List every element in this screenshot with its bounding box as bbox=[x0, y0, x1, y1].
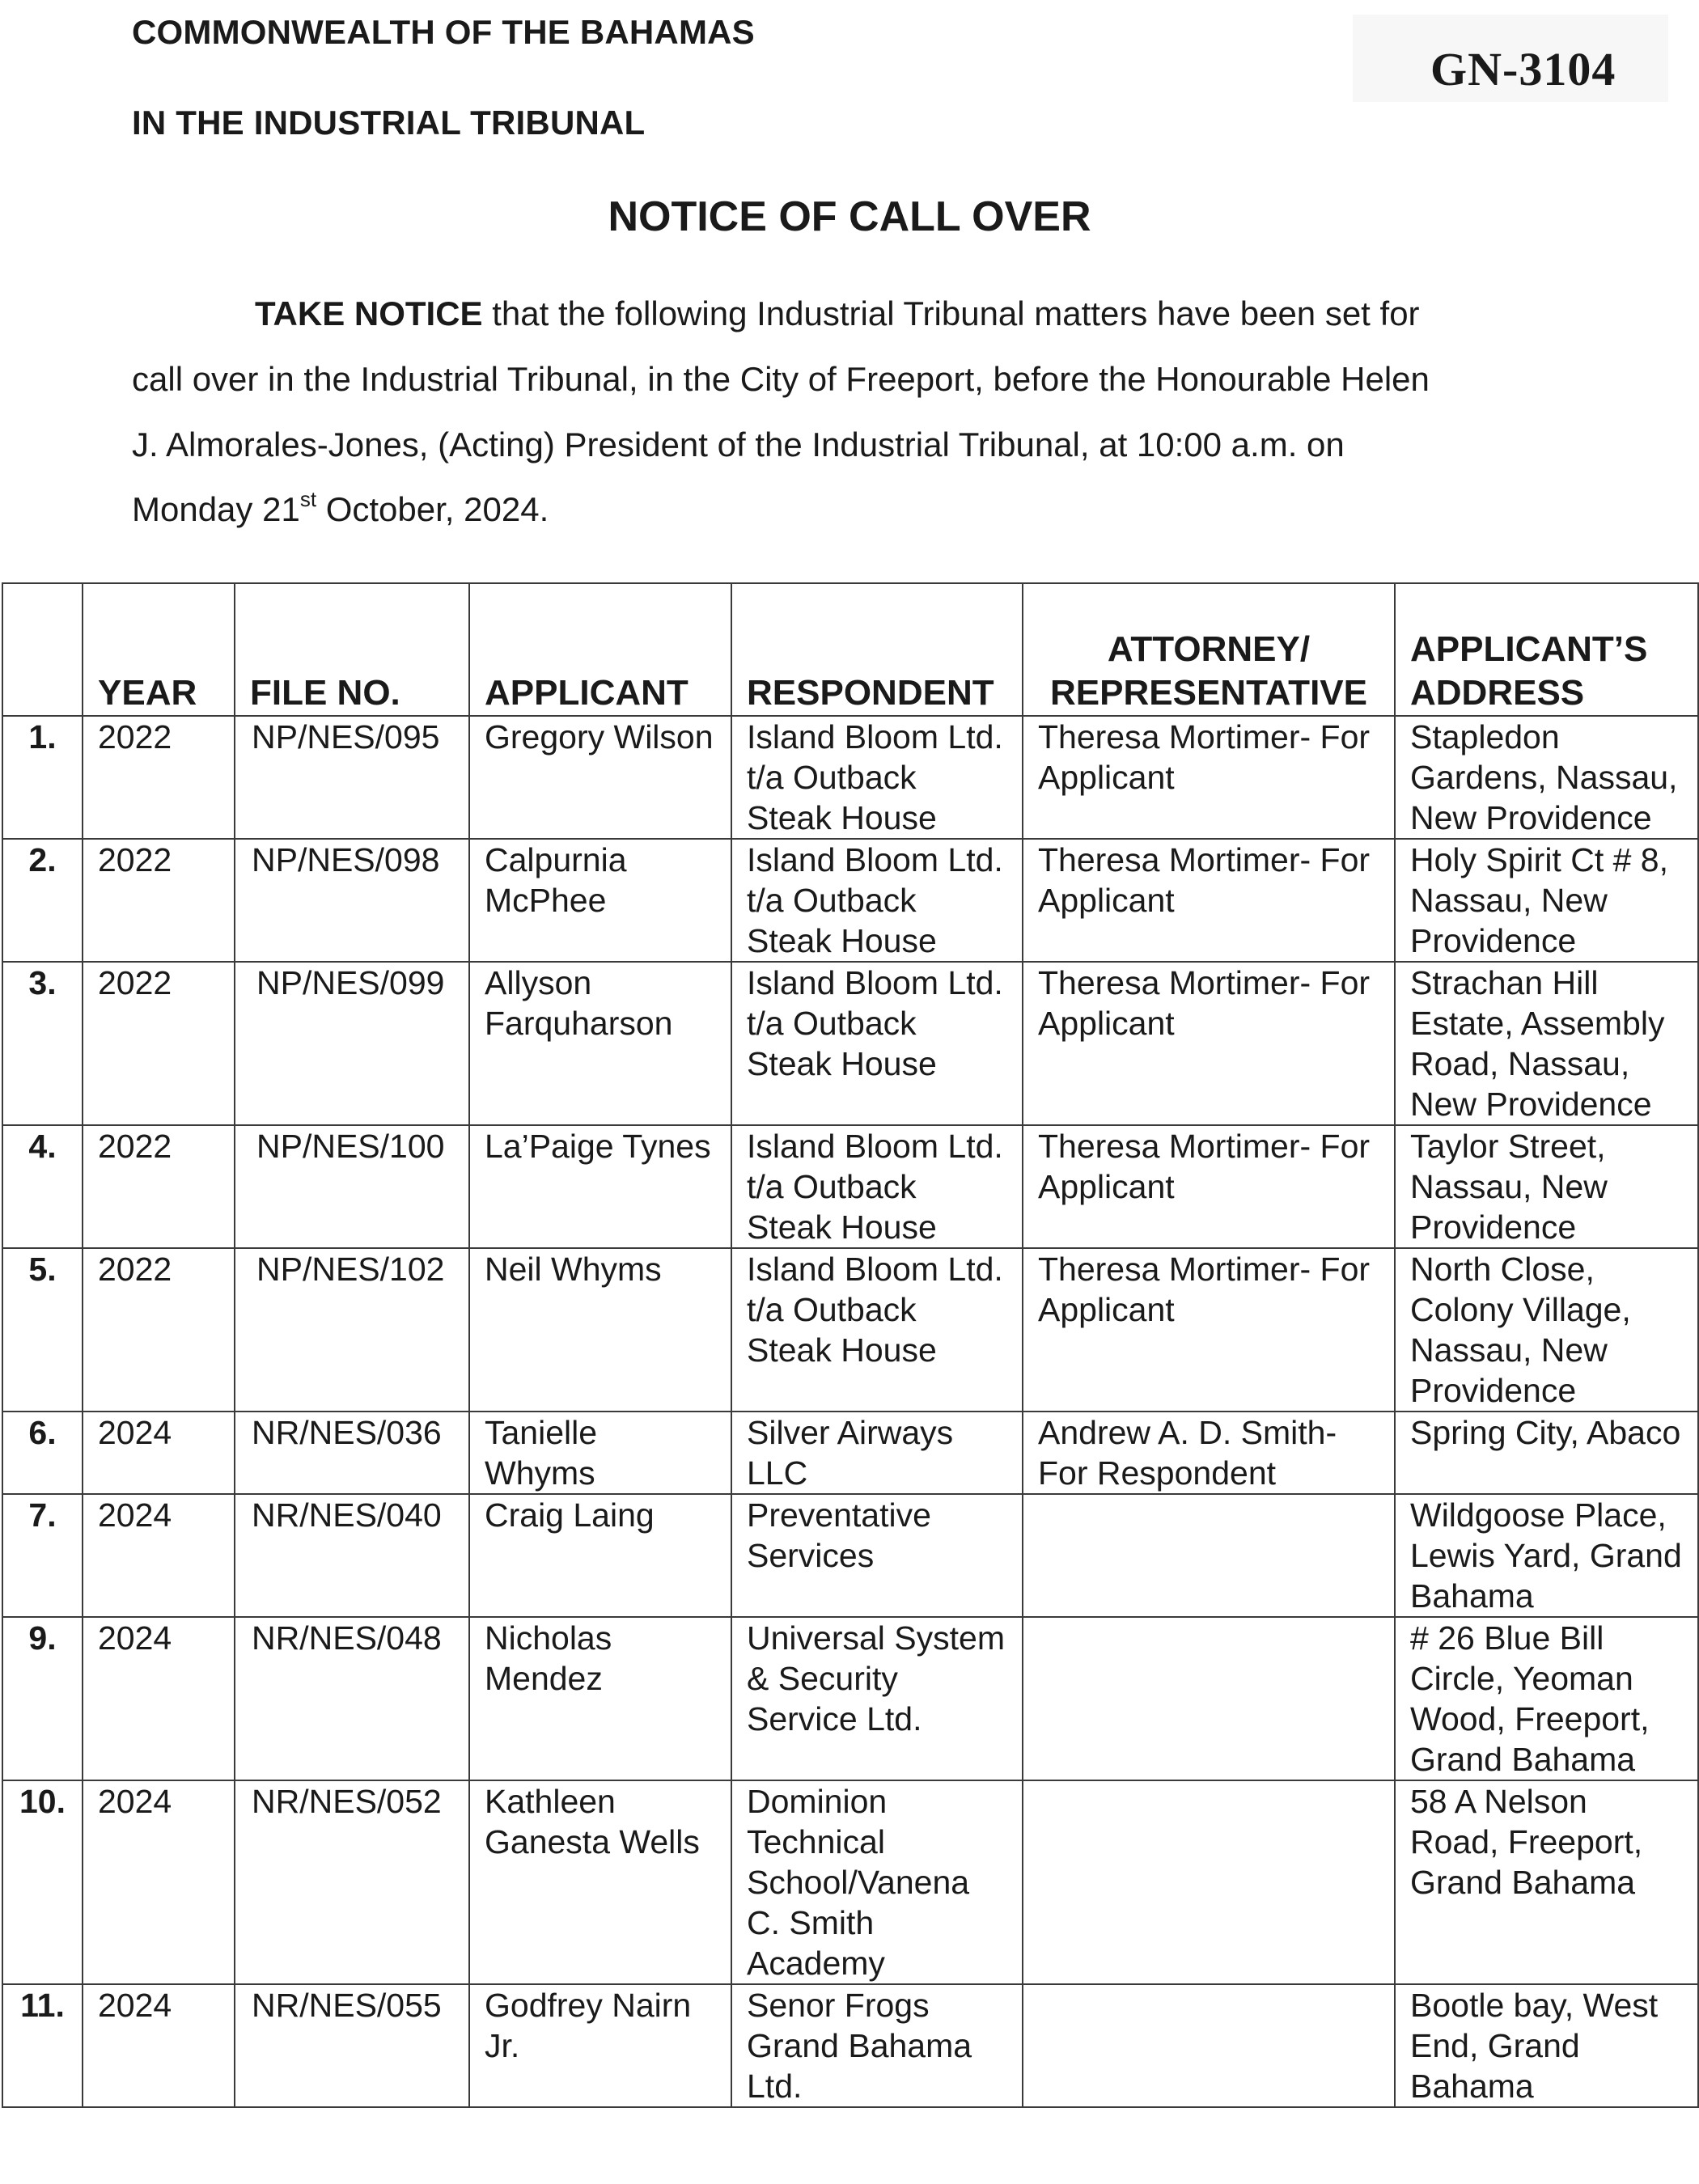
table-row bbox=[2, 839, 1698, 962]
row-attorney: Theresa Mortimer- For Applicant bbox=[1023, 839, 1395, 962]
row-respondent: Island Bloom Ltd. t/a Outback Steak House bbox=[731, 1248, 1023, 1412]
header-respondent: RESPONDENT bbox=[731, 583, 1023, 716]
table-header-row bbox=[2, 583, 1698, 716]
row-year: 2024 bbox=[83, 1494, 235, 1617]
notice-title: NOTICE OF CALL OVER bbox=[608, 193, 1091, 240]
table-row bbox=[2, 1125, 1698, 1248]
row-respondent: Island Bloom Ltd. t/a Outback Steak House bbox=[731, 716, 1023, 839]
row-year: 2022 bbox=[83, 1125, 235, 1248]
row-attorney bbox=[1023, 1494, 1395, 1617]
table-row bbox=[2, 1617, 1698, 1780]
row-number: 9. bbox=[2, 1617, 83, 1780]
row-respondent: Island Bloom Ltd. t/a Outback Steak House bbox=[731, 962, 1023, 1125]
row-respondent: Silver Airways LLC bbox=[731, 1412, 1023, 1494]
row-address: 58 A Nelson Road, Freeport, Grand Bahama bbox=[1395, 1780, 1698, 1984]
header-applicant: APPLICANT bbox=[469, 583, 731, 716]
table-row bbox=[2, 1984, 1698, 2107]
row-attorney bbox=[1023, 1780, 1395, 1984]
row-applicant: Gregory Wilson bbox=[469, 716, 731, 839]
row-address: Wildgoose Place, Lewis Yard, Grand Bahama bbox=[1395, 1494, 1698, 1617]
row-file-no: NP/NES/099 bbox=[235, 962, 469, 1125]
notice-paragraph-line-3: J. Almorales-Jones, (Acting) President of the Industrial Tribunal, at 10:00 a.m. on bbox=[132, 425, 1345, 463]
row-file-no: NR/NES/055 bbox=[235, 1984, 469, 2107]
row-respondent: Preventative Services bbox=[731, 1494, 1023, 1617]
header-address: APPLICANT’S ADDRESS bbox=[1395, 583, 1698, 716]
row-file-no: NR/NES/048 bbox=[235, 1617, 469, 1780]
row-address: Stapledon Gardens, Nassau, New Providence bbox=[1395, 716, 1698, 839]
row-year: 2024 bbox=[83, 1412, 235, 1494]
table-row bbox=[2, 1248, 1698, 1412]
row-number: 4. bbox=[2, 1125, 83, 1248]
row-applicant: Tanielle Whyms bbox=[469, 1412, 731, 1494]
row-number: 11. bbox=[2, 1984, 83, 2107]
row-number: 5. bbox=[2, 1248, 83, 1412]
row-applicant: Neil Whyms bbox=[469, 1248, 731, 1412]
call-over-table bbox=[2, 582, 1699, 2108]
row-year: 2022 bbox=[83, 839, 235, 962]
notice-paragraph-line-1 bbox=[132, 294, 1420, 333]
table-row bbox=[2, 1494, 1698, 1617]
row-year: 2022 bbox=[83, 716, 235, 839]
row-applicant: Calpurnia McPhee bbox=[469, 839, 731, 962]
row-file-no: NP/NES/102 bbox=[235, 1248, 469, 1412]
row-applicant: La’Paige Tynes bbox=[469, 1125, 731, 1248]
row-attorney bbox=[1023, 1984, 1395, 2107]
notice-date-ordinal: st bbox=[299, 487, 317, 511]
row-address: Strachan Hill Estate, Assembly Road, Nassau, New Providence bbox=[1395, 962, 1698, 1125]
row-respondent: Dominion Technical School/Vanena C. Smith Academy bbox=[731, 1780, 1023, 1984]
row-number: 3. bbox=[2, 962, 83, 1125]
row-address: Taylor Street, Nassau, New Providence bbox=[1395, 1125, 1698, 1248]
notice-line-1-text: that the following Industrial Tribunal matters have been set for bbox=[482, 294, 1420, 332]
notice-paragraph-line-2: call over in the Industrial Tribunal, in the City of Freeport, before the Honourable Helen bbox=[132, 360, 1430, 398]
row-attorney: Theresa Mortimer- For Applicant bbox=[1023, 962, 1395, 1125]
row-address: # 26 Blue Bill Circle, Yeoman Wood, Freeport, Grand Bahama bbox=[1395, 1617, 1698, 1780]
row-address: North Close, Colony Village, Nassau, New Providence bbox=[1395, 1248, 1698, 1412]
take-notice-lead: TAKE NOTICE bbox=[255, 294, 483, 332]
row-year: 2022 bbox=[83, 1248, 235, 1412]
row-year: 2024 bbox=[83, 1984, 235, 2107]
row-file-no: NP/NES/098 bbox=[235, 839, 469, 962]
row-attorney: Andrew A. D. Smith- For Respondent bbox=[1023, 1412, 1395, 1494]
row-attorney: Theresa Mortimer- For Applicant bbox=[1023, 1125, 1395, 1248]
row-applicant: Kathleen Ganesta Wells bbox=[469, 1780, 731, 1984]
table-row bbox=[2, 1412, 1698, 1494]
row-attorney: Theresa Mortimer- For Applicant bbox=[1023, 1248, 1395, 1412]
table-row bbox=[2, 716, 1698, 839]
header-year: YEAR bbox=[83, 583, 235, 716]
row-file-no: NR/NES/040 bbox=[235, 1494, 469, 1617]
row-respondent: Island Bloom Ltd. t/a Outback Steak House bbox=[731, 1125, 1023, 1248]
row-number: 7. bbox=[2, 1494, 83, 1617]
row-file-no: NP/NES/095 bbox=[235, 716, 469, 839]
notice-paragraph-line-4 bbox=[132, 487, 549, 529]
row-attorney bbox=[1023, 1617, 1395, 1780]
row-address: Holy Spirit Ct # 8, Nassau, New Providence bbox=[1395, 839, 1698, 962]
header-commonwealth: COMMONWEALTH OF THE BAHAMAS bbox=[132, 13, 755, 51]
row-respondent: Island Bloom Ltd. t/a Outback Steak House bbox=[731, 839, 1023, 962]
header-num bbox=[2, 583, 83, 716]
row-address: Bootle bay, West End, Grand Bahama bbox=[1395, 1984, 1698, 2107]
row-respondent: Universal System & Security Service Ltd. bbox=[731, 1617, 1023, 1780]
table-row bbox=[2, 962, 1698, 1125]
row-number: 10. bbox=[2, 1780, 83, 1984]
row-applicant: Allyson Farquharson bbox=[469, 962, 731, 1125]
row-attorney: Theresa Mortimer- For Applicant bbox=[1023, 716, 1395, 839]
row-year: 2024 bbox=[83, 1780, 235, 1984]
row-applicant: Godfrey Nairn Jr. bbox=[469, 1984, 731, 2107]
header-tribunal: IN THE INDUSTRIAL TRIBUNAL bbox=[132, 104, 646, 142]
row-applicant: Nicholas Mendez bbox=[469, 1617, 731, 1780]
row-applicant: Craig Laing bbox=[469, 1494, 731, 1617]
notice-date-post: October, 2024. bbox=[316, 490, 549, 528]
row-file-no: NP/NES/100 bbox=[235, 1125, 469, 1248]
gazette-number: GN-3104 bbox=[1430, 43, 1616, 95]
header-attorney: ATTORNEY/ REPRESENTATIVE bbox=[1023, 583, 1395, 716]
header-file-no: FILE NO. bbox=[235, 583, 469, 716]
row-number: 2. bbox=[2, 839, 83, 962]
row-respondent: Senor Frogs Grand Bahama Ltd. bbox=[731, 1984, 1023, 2107]
row-file-no: NR/NES/052 bbox=[235, 1780, 469, 1984]
row-file-no: NR/NES/036 bbox=[235, 1412, 469, 1494]
notice-date-pre: Monday 21 bbox=[132, 490, 300, 528]
row-number: 1. bbox=[2, 716, 83, 839]
row-year: 2024 bbox=[83, 1617, 235, 1780]
row-number: 6. bbox=[2, 1412, 83, 1494]
row-year: 2022 bbox=[83, 962, 235, 1125]
table-row bbox=[2, 1780, 1698, 1984]
row-address: Spring City, Abaco bbox=[1395, 1412, 1698, 1494]
